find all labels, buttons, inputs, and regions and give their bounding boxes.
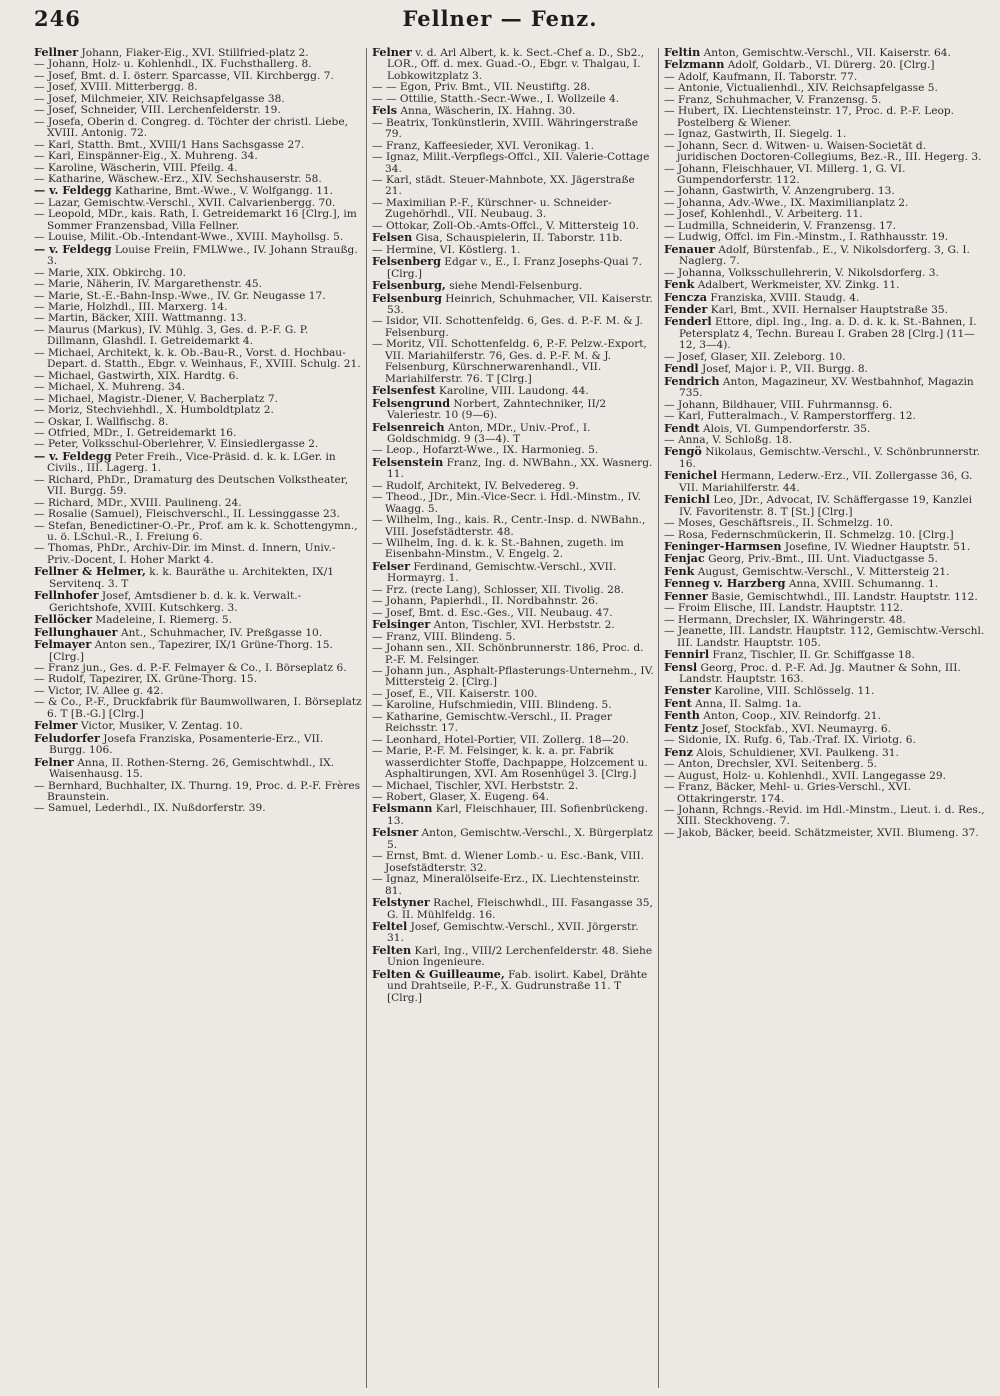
entry-details: — Rosalie (Samuel), Fleischverschl., II. Lessinggasse 23. <box>34 508 340 521</box>
entry-details: — Moses, Geschäftsreis., II. Schmelzg. 10. <box>664 517 893 530</box>
directory-entry <box>372 942 654 969</box>
entry-details: — Froim Elische, III. Landstr. Hauptstr. 112. <box>664 602 904 615</box>
entry-details: Edgar v., E., I. Franz Josephs-Quai 7. [Clrg.] <box>387 256 643 280</box>
entry-details: — Moriz, Stechviehhdl., X. Humboldtplatz 2. <box>34 404 274 417</box>
entry-details: — Josefa, Oberin d. Congreg. d. Töchter der christl. Liebe, XVIII. Antonig. 72. <box>34 115 348 140</box>
entry-details: Karoline, VIII. Laudong. 44. <box>435 385 589 398</box>
entry-surname: Fenner <box>664 588 708 603</box>
entry-details: — Leopold, MDr., kais. Rath, I. Getreidemarkt 16 [Clrg.], im Sommer Franzensbad, Villa Fellner. <box>34 208 357 232</box>
directory-entry <box>34 448 362 475</box>
entry-details: — Isidor, VII. Schottenfeldg. 6, Ges. d. P.-F. M. & J. Felsenburg. <box>372 315 643 339</box>
entry-details: siehe Mendl-Felsenburg. <box>445 280 583 293</box>
entry-details: — Wilhelm, Ing. d. k. k. St.-Bahnen, zugeth. im Eisenbahn-Minstm., V. Engelg. 2. <box>372 537 624 561</box>
entry-surname: Fellunghauer <box>34 624 118 639</box>
entry-surname: Fenichel <box>664 468 718 483</box>
entry-surname: Fenauer <box>664 241 715 256</box>
directory-entry <box>664 805 986 828</box>
entry-details: Ant., Schuhmacher, IV. Preßgasse 10. <box>117 626 323 639</box>
entry-details: — Katharine, Gemischtw.-Verschl., II. Prager Reichsstr. 17. <box>372 710 612 735</box>
entry-details: — Thomas, PhDr., Archiv-Dir. im Minst. d. Innern, Univ.-Priv.-Docent, I. Hoher Markt 4. <box>34 542 336 566</box>
entry-details: Anton, MDr., Univ.-Prof., I. Goldschmidg. 9 (3—4). T <box>387 421 591 445</box>
entry-surname: Fenjac <box>664 551 705 566</box>
entry-details: — Anton, Drechsler, XVI. Seitenberg. 5. <box>664 758 878 771</box>
entry-surname: Fendl <box>664 361 699 376</box>
entry-details: — Michael, Architekt, k. k. Ob.-Bau-R., Vorst. d. Hochbau-Depart. d. Statth., Ebgr. v. Weinhaus, F., XVIII. Schulg. 21. <box>34 346 361 371</box>
entry-surname: Felner <box>372 47 412 59</box>
directory-entry <box>372 827 654 851</box>
directory-entry <box>34 241 362 268</box>
directory-entry <box>372 803 654 827</box>
entry-details: — Ernst, Bmt. d. Wiener Lomb.- u. Esc.-Bank, VIII. Josefstädterstr. 32. <box>372 850 645 874</box>
entry-details: k. k. Bauräthe u. Architekten, IX/1 Servitenq. 3. T <box>49 566 335 590</box>
directory-entry <box>664 578 986 590</box>
entry-details: Franz, Ing. d. NWBahn., XX. Wasnerg. 11. <box>387 456 653 481</box>
entry-details: — Leonhard, Hotel-Portier, VII. Zollerg. 18—20. <box>372 733 630 746</box>
directory-entry <box>664 828 986 839</box>
entry-surname: — v. Feldegg <box>34 241 112 256</box>
entry-details: — & Co., P.-F., Druckfabrik für Baumwollwaren, I. Börseplatz 6. T [B.-G.] [Clrg.] <box>34 696 362 720</box>
entry-details: Josef, Major i. P., VII. Burgg. 8. <box>698 363 868 376</box>
directory-entry <box>664 141 986 164</box>
entry-details: Georg, Priv.-Bmt., III. Unt. Viaductgasse 5. <box>704 553 938 566</box>
entry-surname: — v. Feldegg <box>34 448 112 463</box>
directory-entry <box>372 47 654 82</box>
entry-surname: Felner <box>34 754 74 769</box>
entry-details: Gisa, Schauspielerin, II. Taborstr. 11b. <box>412 232 623 245</box>
entry-surname: Felsenberg <box>372 254 441 269</box>
directory-entry <box>372 874 654 897</box>
entry-details: — Johann, Rchngs.-Revid. im Hdl.-Minstm., Lieut. i. d. Res., XIII. Steckhoveng. 7. <box>664 804 985 828</box>
entry-details: — Johann sen., XII. Schönbrunnerstr. 186, Proc. d. P.-F. M. Felsinger. <box>372 642 644 666</box>
entry-surname: Fennirl <box>664 647 710 662</box>
directory-entry <box>664 373 986 400</box>
entry-surname: Fenichl <box>664 492 711 507</box>
entry-details: — Otfried, MDr., I. Getreidemarkt 16. <box>34 426 237 439</box>
directory-entry <box>372 492 654 515</box>
entry-details: Josefine, IV. Wiedner Hauptstr. 51. <box>781 541 971 554</box>
directory-entry <box>372 666 654 689</box>
entry-details: — Ludwig, Offcl. im Fin.-Minstm., I. Rathhausstr. 19. <box>664 231 949 244</box>
directory-entry <box>372 256 654 280</box>
directory-entry <box>372 918 654 945</box>
entry-details: — Victor, IV. Allee g. 42. <box>34 684 164 697</box>
directory-entry <box>372 395 654 422</box>
entry-details: Adalbert, Werkmeister, XV. Zinkg. 11. <box>694 279 900 292</box>
entry-details: Alois, Schuldiener, XVI. Paulkeng. 31. <box>692 746 899 759</box>
entry-details: — Johanna, Volksschullehrerin, V. Nikolsdorferg. 3. <box>664 266 939 279</box>
entry-details: — Karl, Einspänner-Eig., X. Muhreng. 34. <box>34 150 258 163</box>
entry-details: — Stefan, Benedictiner-O.-Pr., Prof. am k. k. Schottengymn., u. ö. LSchul.-R., I. Freiung 6. <box>34 519 358 544</box>
entry-details: — Karoline, Hufschmiedin, VIII. Blindeng. 5. <box>372 699 612 712</box>
directory-entry <box>372 118 654 141</box>
entry-details: Katharine, Bmt.-Wwe., V. Wolfgangg. 11. <box>111 185 334 198</box>
directory-entry <box>372 538 654 561</box>
entry-surname: Fencza <box>664 289 707 304</box>
entry-details: — Ignaz, Gastwirth, II. Siegelg. 1. <box>664 128 847 141</box>
directory-entry <box>372 454 654 481</box>
entry-details: Johann, Fiaker-Eig., XVI. Stillfried-platz 2. <box>78 47 309 59</box>
entry-surname: Felsenreich <box>372 419 445 434</box>
entry-surname: Fendt <box>664 420 700 435</box>
entry-details: Karl, Fleischhauer, III. Sofienbrückeng. 13. <box>387 803 648 827</box>
entry-details: Ferdinand, Gemischtw.-Verschl., XVII. Hormayrg. 1. <box>387 560 617 585</box>
entry-details: — Richard, MDr., XVIII. Paulineng. 24. <box>34 496 242 509</box>
entry-surname: Fels <box>372 103 397 118</box>
entry-surname: Feninger-Harmsen <box>664 539 782 554</box>
entry-details: — Josef, Milchmeier, XIV. Reichsapfelgasse 38. <box>34 92 285 105</box>
entry-details: — Franz jun., Ges. d. P.-F. Felmayer & Co., I. Börseplatz 6. <box>34 662 347 675</box>
entry-details: Anton sen., Tapezirer, IX/1 Grüne-Thorg. 15. [Clrg.] <box>49 639 333 663</box>
directory-entry <box>372 290 654 317</box>
directory-entry <box>664 106 986 129</box>
entry-details: — Josef, E., VII. Kaiserstr. 100. <box>372 687 538 700</box>
entry-details: Madeleine, I. Riemerg. 5. <box>92 614 233 627</box>
entry-surname: Fellöcker <box>34 612 92 627</box>
entry-details: v. d. Arl Albert, k. k. Sect.-Chef a. D., Sb2., LOR., Off. d. mex. Guad.-O., Ebgr. v. Thalgau, I. Lobkowitzplatz 3. <box>387 47 645 82</box>
directory-entry <box>34 475 362 498</box>
entry-details: Rachel, Fleischwhdl., III. Fasangasse 35, G. II. Mühlfeldg. 16. <box>387 897 653 921</box>
entry-details: — Adolf, Kaufmann, II. Taborstr. 77. <box>664 70 858 83</box>
entry-surname: Fent <box>664 695 692 710</box>
entry-details: — Josef, Glaser, XII. Zeleborg. 10. <box>664 350 846 363</box>
entry-details: — Rudolf, Architekt, IV. Belvedereg. 9. <box>372 479 579 492</box>
entry-details: — Johann jun., Asphalt-Pflasterungs-Unternehm., IV. Mittersteig 2. [Clrg.] <box>372 665 654 689</box>
entry-surname: Felsenfest <box>372 383 436 398</box>
entry-surname: Feludorfer <box>34 730 100 745</box>
entry-details: — Josef, Bmt. d. Esc.-Ges., VII. Neubaug. 47. <box>372 606 613 619</box>
entry-surname: Felser <box>372 558 411 573</box>
entry-details: — Ignaz, Milit.-Verpflegs-Offcl., XII. Valerie-Cottage 34. <box>372 151 650 175</box>
directory-entry <box>664 352 986 363</box>
directory-entry <box>34 730 362 757</box>
directory-entry <box>372 221 654 232</box>
directory-entry <box>34 754 362 781</box>
entry-surname: Felsenburg <box>372 290 442 305</box>
directory-entry <box>664 659 986 686</box>
directory-entry <box>34 348 362 371</box>
entry-details: Josef, Amtsdiener b. d. k. k. Verwalt.-Gerichtshofe, XVIII. Kutschkerg. 3. <box>49 590 302 614</box>
directory-entry <box>664 316 986 351</box>
column-1 <box>34 47 362 1387</box>
directory-entry <box>372 966 654 1004</box>
entry-details: — Bernhard, Buchhalter, IX. Thurng. 19, Proc. d. P.-F. Frères Braunstein. <box>34 779 361 803</box>
entry-details: Anton, Gemischtw.-Verschl., VII. Kaiserstr. 64. <box>700 47 951 59</box>
entry-details: Norbert, Zahntechniker, II/2 Valeriestr. 10 (9—6). <box>387 397 607 422</box>
entry-details: — Johann, Papierhdl., II. Nordbahnstr. 26. <box>372 595 599 608</box>
entry-surname: Felmayer <box>34 637 92 652</box>
entry-surname: Felsmann <box>372 801 433 816</box>
directory-entry <box>34 697 362 720</box>
entry-details: — Josef, XVIII. Mitterbergg. 8. <box>34 81 198 94</box>
entry-details: — Peter, Volksschul-Oberlehrer, V. Einsiedlergasse 2. <box>34 438 319 451</box>
directory-entry <box>372 316 654 339</box>
page-header <box>0 0 1000 44</box>
directory-entry <box>372 198 654 221</box>
entry-details: — Anna, V. Schloßg. 18. <box>664 433 793 446</box>
entry-details: — Franz, VIII. Blindeng. 5. <box>372 630 516 643</box>
directory-entry <box>372 851 654 874</box>
directory-entry <box>664 301 986 316</box>
entry-details: — Johann, Fleischhauer, VI. Millerg. 1, G. VI. Gumpendorferstr. 112. <box>664 162 906 186</box>
directory-entry <box>34 566 362 590</box>
entry-details: Franz, Tischler, II. Gr. Schiffgasse 18. <box>709 649 915 662</box>
directory-entry <box>34 803 362 814</box>
entry-details: — Samuel, Lederhdl., IX. Nußdorferstr. 39. <box>34 802 266 815</box>
entry-details: Peter Freih., Vice-Präsid. d. k. k. LGer. in Civils., III. Lagerg. 1. <box>47 450 336 475</box>
entry-details: — Hermine, VI. Köstlerg. 1. <box>372 243 521 256</box>
entry-details: — Marie, Näherin, IV. Margarethenstr. 45. <box>34 278 262 291</box>
entry-surname: Fengö <box>664 444 702 459</box>
entry-details: — Oskar, I. Wallfischg. 8. <box>34 415 169 428</box>
entry-surname: Felzmann <box>664 57 725 72</box>
entry-details: — Antonie, Victualienhdl., XIV. Reichsapfelgasse 5. <box>664 82 938 95</box>
entry-details: Heinrich, Schuhmacher, VII. Kaiserstr. 53. <box>387 292 653 316</box>
directory-entry <box>34 781 362 804</box>
entry-details: Basie, Gemischtwhdl., III. Landstr. Hauptstr. 112. <box>707 590 978 603</box>
entry-surname: Felsinger <box>372 617 431 632</box>
entry-details: Anton, Magazineur, XV. Westbahnhof, Magazin 735. <box>679 375 974 400</box>
entry-details: — Karl, Futteralmach., V. Ramperstorfferg. 12. <box>664 410 916 423</box>
entry-details: — Maximilian P.-F., Kürschner- u. Schneider-Zugehörhdl., VII. Neubaug. 3. <box>372 196 612 221</box>
column-3 <box>664 47 986 1387</box>
entry-details: Josef, Stockfab., XVI. Neumayrg. 6. <box>698 722 891 735</box>
entry-details: — Hubert, IX. Liechtensteinstr. 17, Proc. d. P.-F. Leop. Postelberg & Wiener. <box>664 105 955 129</box>
entry-surname: Felstyner <box>372 895 430 910</box>
entry-surname: Fensl <box>664 659 698 674</box>
entry-details: Franziska, XVIII. Staudg. 4. <box>707 291 860 304</box>
entry-details: — Josef, Bmt. d. I. österr. Sparcasse, VII. Kirchbergg. 7. <box>34 69 334 82</box>
entry-details: — Theod., JDr., Min.-Vice-Secr. i. Hdl.-Minstm., IV. Waagg. 5. <box>372 491 641 515</box>
entry-details: — Lazar, Gemischtw.-Verschl., XVII. Calvarienbergg. 70. <box>34 196 336 209</box>
entry-details: Leo, JDr., Advocat, IV. Schäffergasse 19, Kanzlei IV. Favoritenstr. 8. T [St.] [Clrg.] <box>679 494 973 518</box>
entry-details: Fab. isolirt. Kabel, Drähte und Drahtseile, P.-F., X. Gudrunstraße 11. T [Clrg.] <box>387 968 648 1004</box>
entry-surname: Fenk <box>664 277 695 292</box>
entry-surname: Fellnhofer <box>34 588 99 603</box>
entry-details: — Michael, Magistr.-Diener, V. Bacherplatz 7. <box>34 392 278 405</box>
entry-details: Anton, Tischler, XVI. Herbststr. 2. <box>430 619 615 632</box>
entry-details: — Rudolf, Tapezirer, IX. Grüne-Thorg. 15. <box>34 673 257 686</box>
directory-entry <box>34 209 362 232</box>
entry-details: — Rosa, Federnschmückerin, II. Schmelzg. 10. [Clrg.] <box>664 528 954 541</box>
entry-surname: Fender <box>664 301 708 316</box>
directory-entry <box>664 710 986 722</box>
entry-surname: Fenk <box>664 563 695 578</box>
entry-details: — Martin, Bäcker, XIII. Wattmanng. 13. <box>34 312 247 325</box>
entry-surname: Felsenburg, <box>372 278 446 293</box>
directory-entry <box>372 175 654 198</box>
directory-entry <box>34 325 362 348</box>
entry-details: — Johann, Gastwirth, V. Anzengruberg. 13. <box>664 185 895 198</box>
entry-details: — Katharine, Wäschew.-Erz., XIV. Sechshauserstr. 58. <box>34 172 322 185</box>
entry-details: Adolf, Goldarb., VI. Dürerg. 20. [Clrg.] <box>724 59 935 72</box>
entry-surname: Felsenstein <box>372 454 444 469</box>
directory-entry <box>372 339 654 385</box>
directory-entry <box>664 268 986 279</box>
entry-details: Josef, Gemischtw.-Verschl., XVII. Jörgerstr. 31. <box>387 920 639 945</box>
entry-details: — Wilhelm, Ing., kais. R., Centr.-Insp. d. NWBahn., VIII. Josefstädterstr. 48. <box>372 514 646 538</box>
entry-details: Karl, Bmt., XVII. Hernalser Hauptstraße 35. <box>707 303 948 316</box>
entry-details: — Moritz, VII. Schottenfeldg. 6, P.-F. Pelzw.-Export, VII. Mariahilferstr. 76, Ges. d. P.-F. M. & J. Felsenburg, Kürschnerwarenhandl., VII. Mariahilferstr. 76. T [Clrg.] <box>372 338 647 385</box>
entry-surname: Fenderl <box>664 314 712 329</box>
directory-entry <box>664 541 986 553</box>
column-2 <box>372 47 654 1387</box>
entry-surname: Fenster <box>664 683 712 698</box>
entry-surname: Felsen <box>372 230 413 245</box>
entry-details: — Louise, Milit.-Ob.-Intendant-Wwe., XVIII. Mayhollsg. 5. <box>34 231 344 244</box>
entry-details: — Franz, Kaffeesieder, XVI. Veronikag. 1. <box>372 139 594 152</box>
directory-entry <box>664 164 986 187</box>
entry-details: Josefa Franziska, Posamenterie-Erz., VII. Burgg. 106. <box>49 732 324 757</box>
entry-details: — Hermann, Drechsler, IX. Währingerstr. 48. <box>664 613 906 626</box>
entry-surname: Felten & Guilleaume, <box>372 966 505 981</box>
entry-surname: Felten <box>372 942 412 957</box>
entry-details: — Johann, Holz- u. Kohlenhdl., IX. Fuchsthallerg. 8. <box>34 58 312 71</box>
directory-entry <box>372 558 654 585</box>
entry-surname: Felmer <box>34 718 78 733</box>
entry-details: — Jakob, Bäcker, beeid. Schätzmeister, XVII. Blumeng. 37. <box>664 826 979 839</box>
directory-entry <box>372 712 654 735</box>
entry-details: — Josef, Kohlenhdl., V. Arbeiterg. 11. <box>664 208 863 221</box>
directory-entry <box>372 419 654 446</box>
directory-entry <box>664 735 986 746</box>
column-divider <box>658 48 659 1388</box>
entry-details: Anna, XVIII. Schumanng. 1. <box>785 578 939 591</box>
entry-details: — Sidonie, IX. Rufg. 6, Tab.-Traf. IX. Viriotg. 6. <box>664 734 916 747</box>
entry-details: Karl, Ing., VIII/2 Lerchenfelderstr. 48. Siehe Union Ingenieure. <box>387 944 653 969</box>
entry-details: — Ignaz, Mineralölseife-Erz., IX. Liechtensteinstr. 81. <box>372 873 640 897</box>
entry-details: — Ottokar, Zoll-Ob.-Amts-Offcl., V. Mittersteig 10. <box>372 219 639 232</box>
entry-surname: Fenth <box>664 708 700 723</box>
entry-surname: Feltin <box>664 47 701 59</box>
page-number: 246 <box>34 6 81 31</box>
entry-surname: Felsengrund <box>372 395 451 410</box>
directory-entry <box>664 241 986 268</box>
entry-details: — Marie, XIX. Obkirchg. 10. <box>34 266 187 279</box>
directory-entry <box>34 117 362 140</box>
entry-surname: Fellner & Helmer, <box>34 564 146 579</box>
entry-details: — Franz, Schuhmacher, V. Franzensg. 5. <box>664 93 882 106</box>
entry-details: Nikolaus, Gemischtw.-Verschl., V. Schönbrunnerstr. 16. <box>679 446 981 470</box>
directory-entry <box>664 435 986 446</box>
entry-surname: Fentz <box>664 720 699 735</box>
entry-details: — Johann, Bildhauer, VIII. Fuhrmannsg. 6. <box>664 398 893 411</box>
entry-details: — Ludmilla, Schneiderin, V. Franzensg. 17. <box>664 219 896 232</box>
column-divider <box>366 48 367 1388</box>
directory-entry <box>664 494 986 518</box>
entry-surname: Felsner <box>372 825 419 840</box>
directory-entry <box>664 782 986 805</box>
entry-surname: Fendrich <box>664 373 720 388</box>
entry-details: — — Ottilie, Statth.-Secr.-Wwe., I. Wollzeile 4. <box>372 92 620 105</box>
directory-entry <box>34 543 362 566</box>
entry-details: — Robert, Glaser, X. Eugeng. 64. <box>372 791 549 803</box>
entry-details: — Josef, Schneider, VIII. Lerchenfelderstr. 19. <box>34 104 281 117</box>
entry-details: — Beatrix, Tonkünstlerin, XVIII. Währingerstraße 79. <box>372 116 639 141</box>
entry-details: — Frz. (recte Lang), Schlosser, XII. Tivolig. 28. <box>372 583 624 596</box>
entry-details: Anna, Wäscherin, IX. Hahng. 30. <box>397 105 576 118</box>
entry-details: — — Egon, Priv. Bmt., VII. Neustiftg. 28. <box>372 81 591 94</box>
entry-surname: Fenneg v. Harzberg <box>664 576 786 591</box>
directory-entry <box>664 553 986 565</box>
directory-entry <box>664 626 986 649</box>
entry-details: — Maurus (Markus), IV. Mühlg. 3, Ges. d. P.-F. G. P. Dillmann, Glashdl. I. Getreidemarkt 4. <box>34 323 309 348</box>
directory-entry <box>372 643 654 666</box>
directory-entry <box>664 446 986 470</box>
directory-entry <box>34 590 362 614</box>
entry-details: Anton, Gemischtw.-Verschl., X. Bürgerplatz 5. <box>387 827 653 851</box>
entry-details: Anton, Coop., XIV. Reindorfg. 21. <box>699 710 881 723</box>
entry-details: Ettore, dipl. Ing., Ing. a. D. d. k. k. St.-Bahnen, I. Petersplatz 4, Techn. Bureau I. Graben 28 [Clrg.] (11—12, 3—4). <box>679 316 977 352</box>
entry-surname: — v. Feldegg <box>34 183 112 198</box>
entry-details: Alois, VI. Gumpendorferstr. 35. <box>699 422 871 435</box>
directory-entry <box>664 289 986 304</box>
directory-entry <box>664 695 986 710</box>
entry-details: — Leop., Hofarzt-Wwe., IX. Harmonieg. 5. <box>372 444 599 457</box>
entry-details: — Michael, Tischler, XVI. Herbststr. 2. <box>372 779 579 792</box>
entry-details: Anna, II. Salmg. 1a. <box>691 697 802 710</box>
directory-entry <box>664 279 986 291</box>
directory-entry <box>372 897 654 921</box>
entry-details: — Richard, PhDr., Dramaturg des Deutschen Volkstheater, VII. Burgg. 59. <box>34 473 349 498</box>
entry-details: — Karoline, Wäscherin, VIII. Pfeilg. 4. <box>34 161 238 174</box>
entry-details: Victor, Musiker, V. Zentag. 10. <box>77 720 243 733</box>
entry-details: — Johanna, Adv.-Wwe., IX. Maximilianplatz 2. <box>664 196 909 209</box>
directory-entry <box>372 515 654 538</box>
entry-details: — Marie, P.-F. M. Felsinger, k. k. a. pr. Fabrik wasserdichter Stoffe, Dachpappe, Holzcement u. Asphaltirungen, XVI. Am Rosenhügel 3. [Clrg.] <box>372 745 648 781</box>
directory-entry <box>372 746 654 780</box>
directory-entry <box>372 152 654 175</box>
entry-details: — Michael, Gastwirth, XIX. Hardtg. 6. <box>34 369 239 382</box>
entry-details: — Marie, Holzhdl., III. Marxerg. 14. <box>34 300 228 313</box>
directory-entry <box>372 94 654 105</box>
directory-entry <box>34 639 362 663</box>
entry-details: — Karl, Statth. Bmt., XVIII/1 Hans Sachsgasse 27. <box>34 138 305 151</box>
entry-surname: Fenz <box>664 744 693 759</box>
entry-surname: Fellner <box>34 47 79 59</box>
entry-details: — Johann, Secr. d. Witwen- u. Waisen-Societät d. juridischen Doctoren-Collegiums, Bez.-R., III. Hegerg. 3. <box>664 139 982 164</box>
entry-details: August, Gemischtw.-Verschl., V. Mittersteig 21. <box>694 565 950 578</box>
entry-details: Anna, II. Rothen-Sterng. 26, Gemischtwhdl., IX. Waisenhausg. 15. <box>49 756 335 781</box>
entry-details: Louise Freiin, FMLWwe., IV. Johann Straußg. 3. <box>47 243 358 268</box>
directory-entry <box>664 649 986 661</box>
entry-details: — Jeanette, III. Landstr. Hauptstr. 112, Gemischtw.-Verschl. III. Landstr. Hauptstr. 105. <box>664 625 985 649</box>
entry-details: — Michael, X. Muhreng. 34. <box>34 381 185 394</box>
entry-details: Adolf, Bürstenfab., E., V. Nikolsdorferg. 3, G. I. Naglerg. 7. <box>679 243 970 268</box>
directory-entry <box>664 470 986 494</box>
entry-details: — Marie, St.-E.-Bahn-Insp.-Wwe., IV. Gr. Neugasse 17. <box>34 289 326 302</box>
directory-entry <box>664 685 986 697</box>
entry-details: Georg, Proc. d. P.-F. Ad. Jg. Mautner & Sohn, III. Landstr. Hauptstr. 163. <box>679 661 961 686</box>
entry-details: Hermann, Lederw.-Erz., VII. Zollergasse 36, G. VII. Mariahilferstr. 44. <box>679 470 973 494</box>
entry-details: Karoline, VIII. Schlösselg. 11. <box>711 685 875 698</box>
entry-details: — August, Holz- u. Kohlenhdl., XVII. Langegasse 29. <box>664 769 946 782</box>
directory-entry <box>34 521 362 544</box>
running-title: Fellner — Fenz. <box>402 6 598 31</box>
entry-surname: Feltel <box>372 918 408 933</box>
directory-entry <box>664 411 986 422</box>
entry-details: — Karl, städt. Steuer-Mahnbote, XX. Jägerstraße 21. <box>372 173 635 198</box>
entry-details: — Franz, Bäcker, Mehl- u. Gries-Verschl., XVI. Ottakringerstr. 174. <box>664 781 911 805</box>
